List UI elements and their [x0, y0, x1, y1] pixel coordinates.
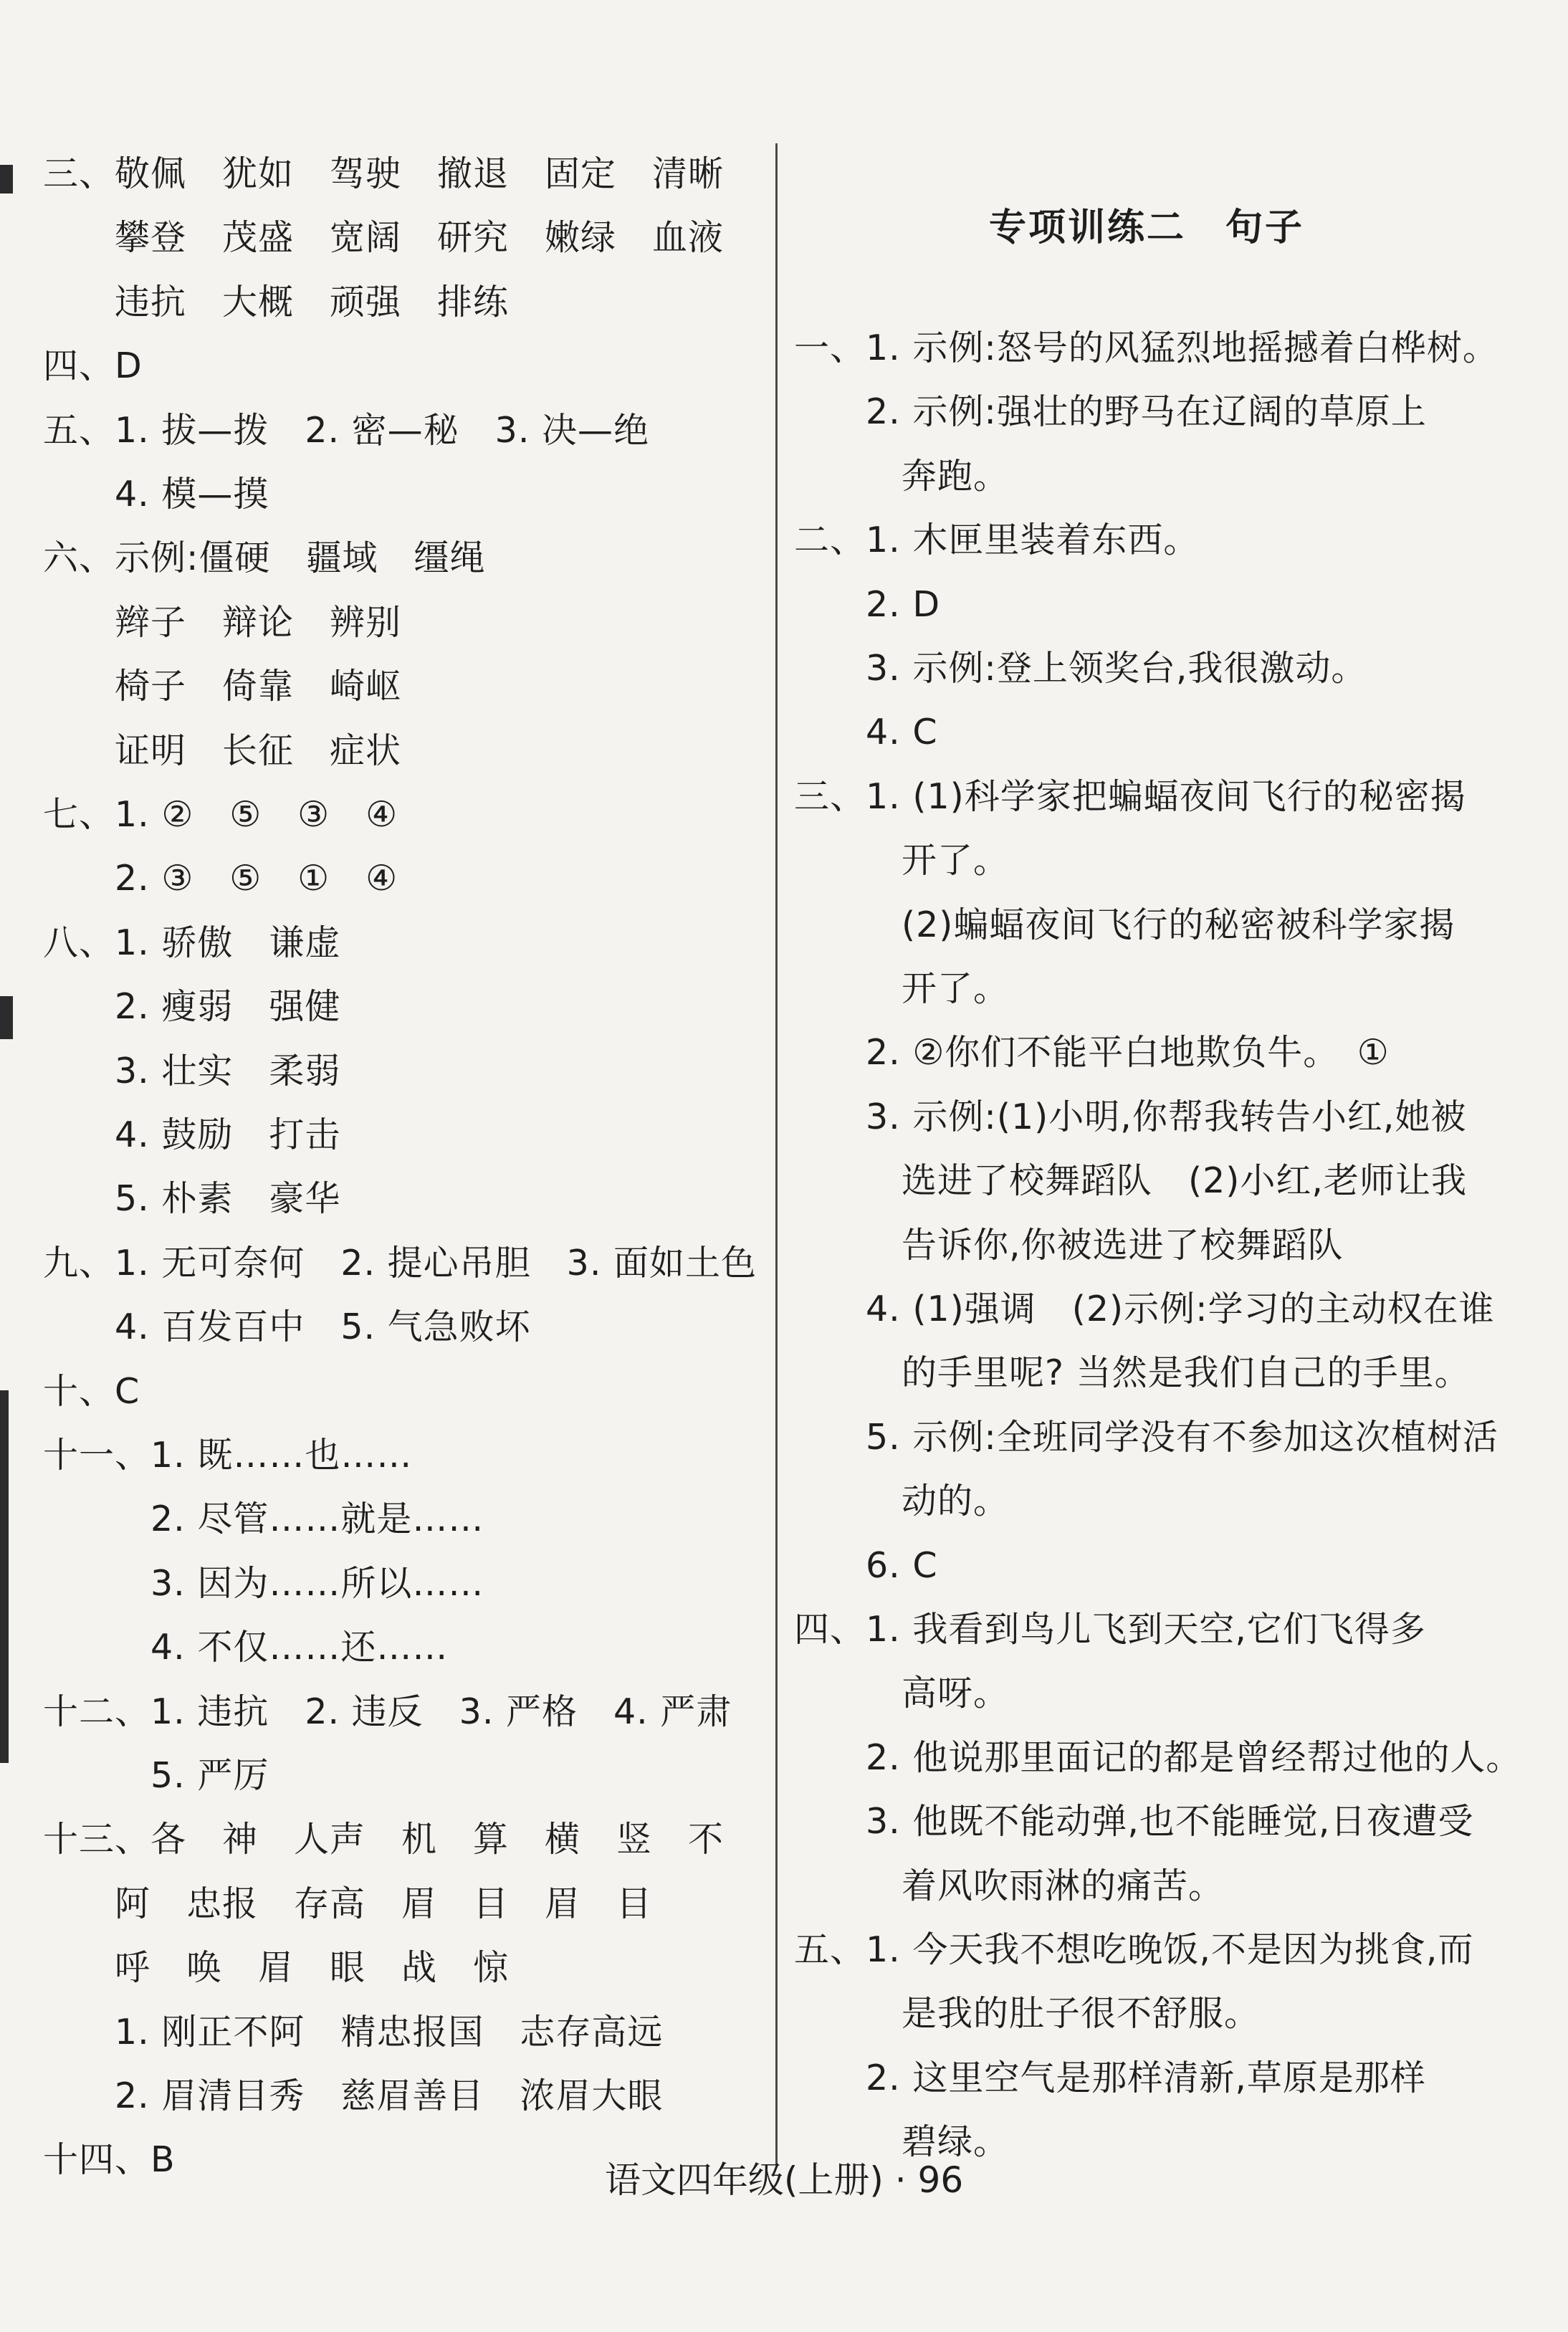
answer-line: 证明 长征 症状 — [43, 730, 402, 771]
answer-line: 选进了校舞蹈队 (2)小红,老师让我 — [794, 1160, 1467, 1202]
answer-line: 3. 他既不能动弹,也不能睡觉,日夜遭受 — [794, 1801, 1474, 1843]
answer-line: 2. 示例:强壮的野马在辽阔的草原上 — [794, 391, 1427, 433]
answer-line: 十一、1. 既……也…… — [43, 1435, 413, 1476]
page-footer: 语文四年级(上册) · 96 — [604, 2159, 964, 2201]
answer-line: (2)蝙蝠夜间飞行的秘密被科学家揭 — [794, 904, 1455, 945]
answer-line: 着风吹雨淋的痛苦。 — [794, 1865, 1225, 1906]
answer-line: 十、C — [43, 1370, 140, 1412]
section-title: 专项训练二 句子 — [989, 206, 1305, 249]
answer-line: 碧绿。 — [794, 2121, 1010, 2163]
answer-line: 高呀。 — [794, 1673, 1010, 1714]
answer-line: 2. ②你们不能平白地欺负牛。 ① — [794, 1032, 1390, 1074]
page-edge-mark — [0, 996, 13, 1039]
column-divider — [775, 143, 778, 2164]
answer-line: 4. 不仅……还…… — [43, 1627, 449, 1668]
answer-line: 2. 这里空气是那样清新,草原是那样 — [794, 2057, 1426, 2098]
answer-line: 2. 瘦弱 强健 — [43, 986, 341, 1028]
answer-line: 九、1. 无可奈何 2. 提心吊胆 3. 面如土色 — [43, 1242, 757, 1284]
answer-line: 攀登 茂盛 宽阔 研究 嫩绿 血液 — [43, 217, 725, 259]
answer-line: 四、1. 我看到鸟儿飞到天空,它们飞得多 — [794, 1609, 1426, 1650]
answer-line: 4. 鼓励 打击 — [43, 1114, 341, 1155]
answer-line: 开了。 — [794, 840, 1010, 881]
answer-line: 三、1. (1)科学家把蝙蝠夜间飞行的秘密揭 — [794, 775, 1466, 817]
answer-line: 1. 刚正不阿 精忠报国 志存高远 — [43, 2011, 664, 2053]
answer-line: 2. 他说那里面记的都是曾经帮过他的人。 — [794, 1736, 1522, 1778]
page-edge-mark — [0, 1390, 9, 1763]
answer-line: 告诉你,你被选进了校舞蹈队 — [794, 1224, 1344, 1266]
answer-line: 5. 朴素 豪华 — [43, 1178, 341, 1220]
answer-line: 十二、1. 违抗 2. 违反 3. 严格 4. 严肃 — [43, 1691, 732, 1732]
answer-line: 2. 眉清目秀 慈眉善目 浓眉大眼 — [43, 2075, 664, 2116]
answer-line: 七、1. ② ⑤ ③ ④ — [43, 794, 398, 835]
answer-line: 2. D — [794, 583, 941, 625]
answer-line: 是我的肚子很不舒服。 — [794, 1993, 1261, 2035]
answer-line: 5. 示例:全班同学没有不参加这次植树活 — [794, 1416, 1498, 1458]
answer-line: 六、示例:僵硬 疆域 缰绳 — [43, 537, 486, 579]
answer-line: 6. C — [794, 1544, 938, 1586]
answer-line: 开了。 — [794, 968, 1010, 1009]
answer-line: 四、D — [43, 345, 143, 387]
answer-line: 三、敬佩 犹如 驾驶 撤退 固定 清晰 — [43, 153, 725, 194]
answer-line: 4. (1)强调 (2)示例:学习的主动权在谁 — [794, 1289, 1495, 1329]
answer-line: 十四、B — [43, 2139, 176, 2181]
answer-line: 3. 示例:(1)小明,你帮我转告小红,她被 — [794, 1096, 1467, 1137]
answer-line: 违抗 大概 顽强 排练 — [43, 281, 510, 322]
answer-line: 八、1. 骄傲 谦虚 — [43, 922, 341, 963]
answer-line: 椅子 倚靠 崎岖 — [43, 666, 402, 707]
answer-line: 的手里呢? 当然是我们自己的手里。 — [794, 1352, 1471, 1394]
answer-line: 一、1. 示例:怒号的风猛烈地摇撼着白桦树。 — [794, 328, 1498, 368]
answer-line: 辫子 辩论 辨别 — [43, 601, 402, 643]
answer-line: 5. 严厉 — [43, 1755, 269, 1796]
answer-line: 呼 唤 眉 眼 战 惊 — [43, 1947, 510, 1989]
answer-line: 五、1. 拔—拨 2. 密—秘 3. 决—绝 — [43, 409, 649, 451]
answer-line: 十三、各 神 人声 机 算 横 竖 不 — [43, 1819, 725, 1860]
answer-line: 3. 壮实 柔弱 — [43, 1050, 341, 1091]
answer-line: 奔跑。 — [794, 455, 1010, 497]
answer-line: 3. 因为……所以…… — [43, 1562, 484, 1604]
answer-line: 4. C — [794, 712, 938, 753]
answer-line: 阿 忠报 存高 眉 目 眉 目 — [43, 1883, 653, 1924]
answer-line: 五、1. 今天我不想吃晚饭,不是因为挑食,而 — [794, 1929, 1474, 1970]
page-edge-mark — [0, 165, 13, 193]
answer-line: 2. 尽管……就是…… — [43, 1499, 484, 1540]
answer-line: 4. 模—摸 — [43, 474, 269, 515]
answer-line: 动的。 — [794, 1481, 1010, 1522]
answer-line: 二、1. 木匣里装着东西。 — [794, 520, 1200, 561]
answer-line: 2. ③ ⑤ ① ④ — [43, 858, 398, 899]
answer-line: 3. 示例:登上领奖台,我很激动。 — [794, 648, 1367, 689]
answer-line: 4. 百发百中 5. 气急败坏 — [43, 1306, 531, 1348]
